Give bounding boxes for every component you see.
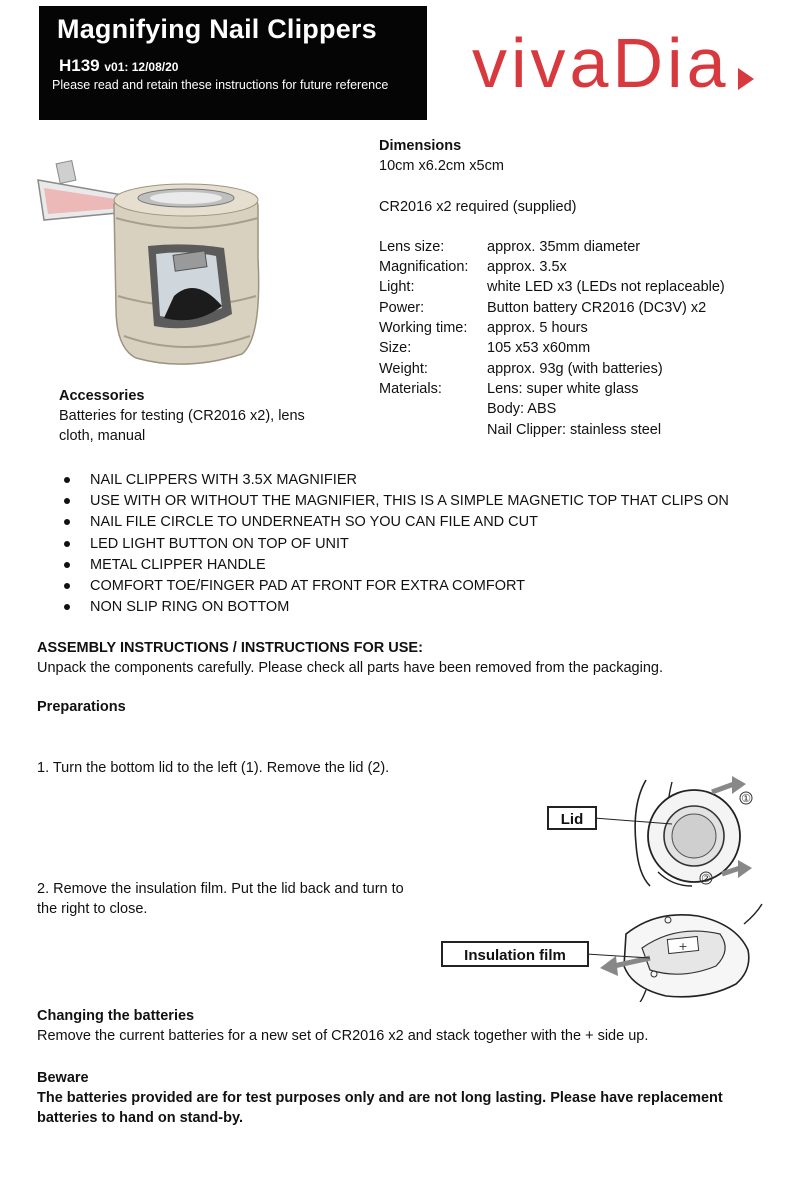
spec-label: Materials: [379, 381, 442, 397]
battery-requirement: CR2016 x2 required (supplied) [379, 199, 577, 215]
header-banner [39, 6, 427, 120]
spec-value: Lens: super white glass [487, 381, 639, 397]
marker-2: ② [701, 872, 711, 885]
version-label: v01: 12/08/20 [104, 60, 179, 74]
accessories-heading: Accessories [59, 388, 145, 404]
assembly-heading: ASSEMBLY INSTRUCTIONS / INSTRUCTIONS FOR USE: [37, 640, 423, 656]
spec-value: approx. 93g (with batteries) [487, 361, 663, 377]
beware-text: The batteries provided are for test purposes only and are not long lasting. Please have replacement batteries to hand on stand-by. [37, 1090, 723, 1127]
spec-value: approx. 3.5x [487, 259, 567, 275]
spec-label: Magnification: [379, 259, 469, 275]
list-item: USE WITH OR WITHOUT THE MAGNIFIER, THIS IS A SIMPLE MAGNETIC TOP THAT CLIPS ON [62, 491, 729, 512]
spec-label: Lens size: [379, 239, 445, 255]
step-2-text: 2. Remove the insulation film. Put the lid back and turn to the right to close. [37, 881, 404, 918]
spec-value: white LED x3 (LEDs not replaceable) [487, 279, 725, 295]
page-title: Magnifying Nail Clippers [57, 14, 377, 44]
retain-note: Please read and retain these instructions for future reference [52, 78, 389, 92]
list-item: NAIL CLIPPERS WITH 3.5X MAGNIFIER [62, 470, 729, 491]
changing-batteries-text: Remove the current batteries for a new set of CR2016 x2 and stack together with the + side up. [37, 1028, 649, 1044]
logo-arrow-icon [738, 68, 754, 90]
lid-illustration [594, 776, 752, 886]
beware-heading: Beware [37, 1070, 89, 1086]
spec-value: approx. 5 hours [487, 320, 588, 336]
spec-value: Button battery CR2016 (DC3V) x2 [487, 300, 707, 316]
model-number [59, 56, 178, 76]
marker-1: ① [741, 792, 751, 805]
insulation-film-label: Insulation film [464, 947, 566, 964]
spec-label: Light: [379, 279, 415, 295]
list-item: NAIL FILE CIRCLE TO UNDERNEATH SO YOU CAN FILE AND CUT [62, 512, 729, 533]
changing-batteries-heading: Changing the batteries [37, 1008, 195, 1024]
dimensions-value: 10cm x6.2cm x5cm [379, 158, 504, 174]
accessories-text: Batteries for testing (CR2016 x2), lens cloth, manual [59, 408, 305, 445]
battery-illustration [586, 904, 762, 1002]
product-photo [36, 158, 296, 373]
list-item: NON SLIP RING ON BOTTOM [62, 597, 729, 618]
spec-value: approx. 35mm diameter [487, 239, 641, 255]
list-item: METAL CLIPPER HANDLE [62, 555, 729, 576]
step-1-text: 1. Turn the bottom lid to the left (1). Remove the lid (2). [37, 760, 390, 776]
spec-value: Body: ABS [487, 401, 557, 417]
feature-list [62, 470, 729, 618]
spec-label: Working time: [379, 320, 468, 336]
dimensions-heading: Dimensions [379, 138, 462, 154]
lid-diagram [436, 774, 768, 1002]
preparations-heading: Preparations [37, 699, 126, 715]
brand-logo: vivaDia [472, 24, 730, 102]
spec-value: Nail Clipper: stainless steel [487, 422, 662, 438]
assembly-text: Unpack the components carefully. Please check all parts have been removed from the packaging. [37, 660, 663, 676]
spec-label: Size: [379, 340, 412, 356]
spec-label: Power: [379, 300, 425, 316]
svg-text:+: + [678, 940, 688, 953]
lid-label: Lid [560, 811, 584, 828]
model-code: H139 [59, 56, 100, 75]
list-item: LED LIGHT BUTTON ON TOP OF UNIT [62, 534, 729, 555]
spec-value: 105 x53 x60mm [487, 340, 591, 356]
spec-label: Weight: [379, 361, 428, 377]
list-item: COMFORT TOE/FINGER PAD AT FRONT FOR EXTRA COMFORT [62, 576, 729, 597]
